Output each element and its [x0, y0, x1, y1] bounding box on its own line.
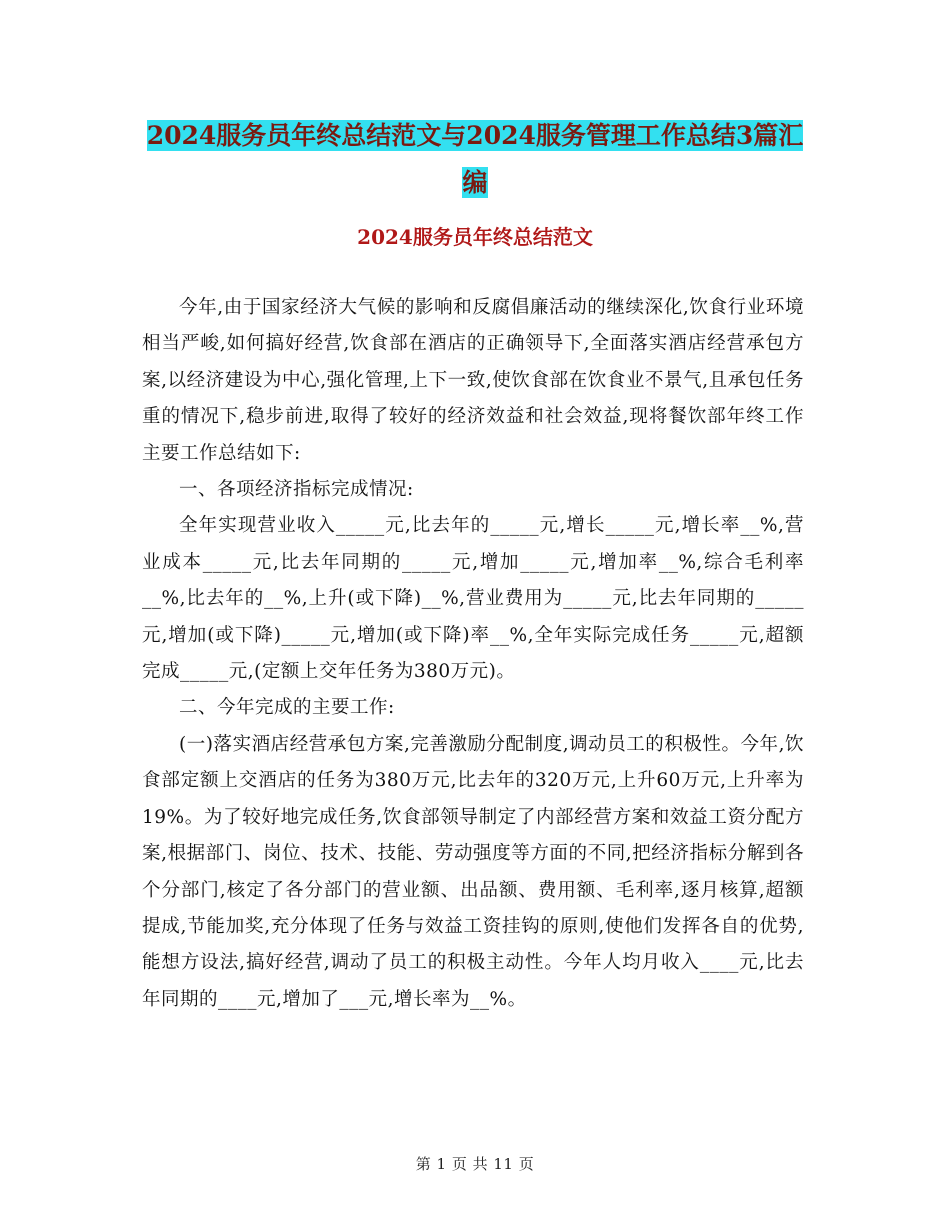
section-title: 2024服务员年终总结范文 — [357, 225, 593, 249]
document-body — [142, 290, 804, 1018]
paragraph-indicators: 全年实现营业收入_____元,比去年的_____元,增长_____元,增长率__%,营业成本_____元,比去年同期的_____元,增加_____元,增加率__%,综合毛利率__%,比去年的__%,上升(或下降)__%,营业费用为_____元,比去年同期的_____元,增加(或下降)_____元,增加(或下降)率__%,全年实际完成任务_____元,超额完成_____元,(定额上交年任务为380万元)。 — [142, 515, 804, 683]
document-title-text: 2024服务员年终总结范文与2024服务管理工作总结3篇汇编 — [146, 121, 804, 197]
page-footer: 第 1 页 共 11 页 — [415, 1155, 535, 1173]
paragraph-heading-main-work: 二、今年完成的主要工作: — [179, 697, 395, 719]
paragraph-intro: 今年,由于国家经济大气候的影响和反腐倡廉活动的继续深化,饮食行业环境相当严峻,如何搞好经营,饮食部在酒店的正确领导下,全面落实酒店经营承包方案,以经济建设为中心,强化管理,上下一致,使饮食部在饮食业不景气,且承包任务重的情况下,稳步前进,取得了较好的经济效益和社会效益,现将餐饮部年终工作主要工作总结如下: — [142, 297, 804, 464]
paragraph-main-work-1: (一)落实酒店经营承包方案,完善激励分配制度,调动员工的积极性。今年,饮食部定额上交酒店的任务为380万元,比去年的320万元,上升60万元,上升率为19%。为了较好地完成任务,饮食部领导制定了内部经营方案和效益工资分配方案,根据部门、岗位、技术、技能、劳动强度等方面的不同,把经济指标分解到各个分部门,核定了各分部门的营业额、出品额、费用额、毛利率,逐月核算,超额提成,节能加奖,充分体现了任务与效益工资挂钩的原则,使他们发挥各自的优势,能想方设法,搞好经营,调动了员工的积极主动性。今年人均月收入____元,比去年同期的____元,增加了___元,增长率为__%。 — [142, 733, 804, 1010]
document-title — [140, 112, 810, 206]
paragraph-heading-indicators: 一、各项经济指标完成情况: — [179, 479, 414, 501]
